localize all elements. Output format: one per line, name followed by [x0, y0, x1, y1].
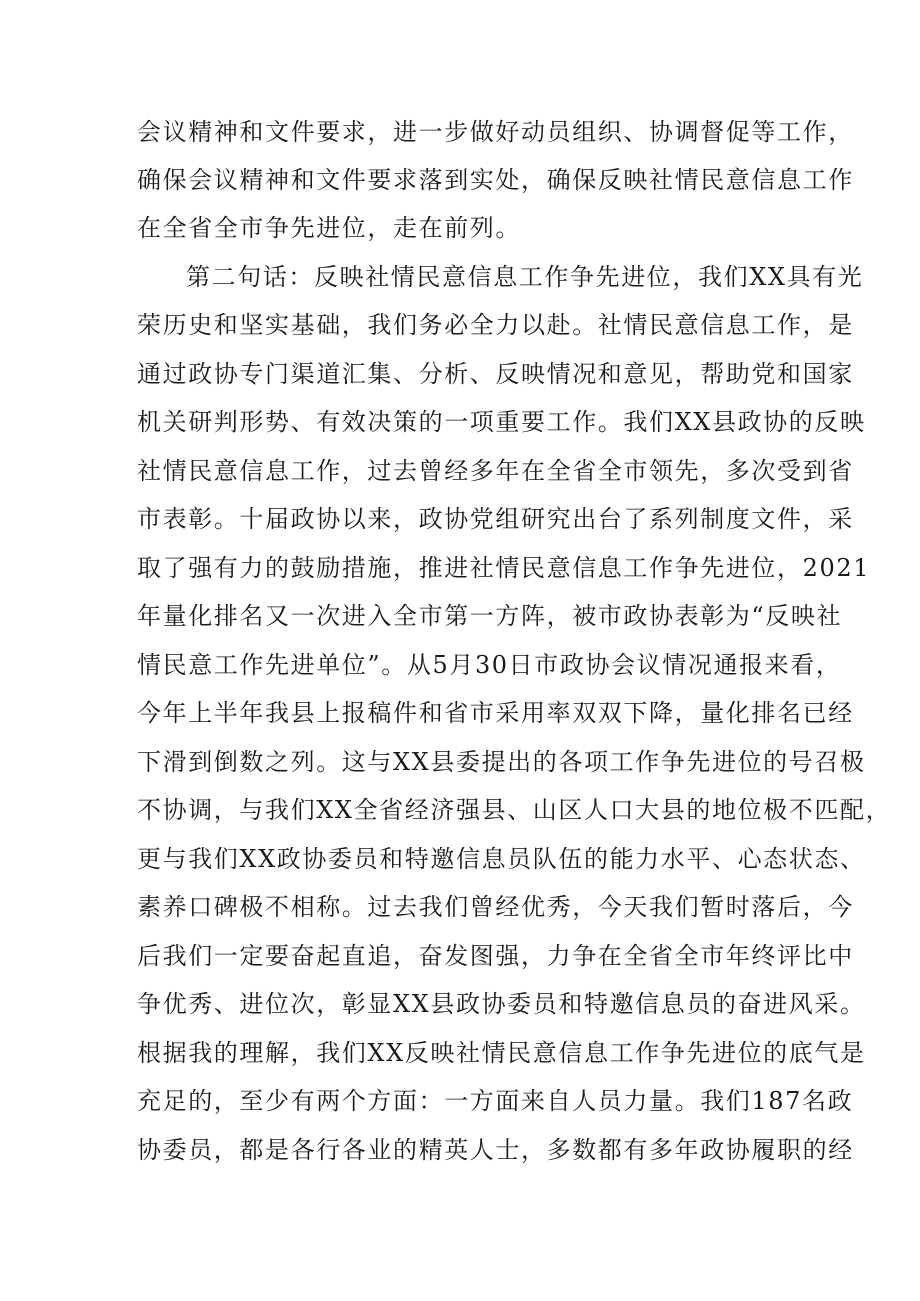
- text-line-14: 下滑到倒数之列。这与XX县委提出的各项工作争先进位的号召极: [137, 748, 866, 776]
- text-line-21: 充足的，至少有两个方面：一方面来自人员力量。我们187名政: [137, 1087, 854, 1115]
- text-line-1: 会议精神和文件要求，进一步做好动员组织、协调督促等工作，: [137, 118, 854, 146]
- text-line-22: 协委员，都是各行各业的精英人士，多数都有多年政协履职的经: [137, 1136, 854, 1164]
- text-line-15: 不协调，与我们XX全省经济强县、山区人口大县的地位极不匹配，: [137, 796, 892, 824]
- text-line-6: 通过政协专门渠道汇集、分析、反映情况和意见，帮助党和国家: [137, 360, 854, 388]
- text-line-17: 素养口碑极不相称。过去我们曾经优秀，今天我们暂时落后，今: [137, 893, 854, 921]
- text-line-20: 根据我的理解，我们XX反映社情民意信息工作争先进位的底气是: [137, 1039, 866, 1067]
- text-line-9: 市表彰。十届政协以来，政协党组研究出台了系列制度文件，采: [137, 505, 854, 533]
- text-line-3: 在全省全市争先进位，走在前列。: [137, 214, 521, 242]
- text-line-7: 机关研判形势、有效决策的一项重要工作。我们XX县政协的反映: [137, 408, 866, 436]
- text-line-18: 后我们一定要奋起直追，奋发图强，力争在全省全市年终评比中: [137, 942, 854, 970]
- text-line-12: 情民意工作先进单位”。从5月30日市政协会议情况通报来看，: [137, 651, 842, 679]
- text-line-16: 更与我们XX政协委员和特邀信息员队伍的能力水平、心态状态、: [137, 845, 866, 873]
- text-line-19: 争优秀、进位次，彰显XX县政协委员和特邀信息员的奋进风采。: [137, 990, 866, 1018]
- text-line-13: 今年上半年我县上报稿件和省市采用率双双下降，量化排名已经: [137, 699, 854, 727]
- text-line-10: 取了强有力的鼓励措施，推进社情民意信息工作争先进位，2021: [137, 554, 871, 582]
- text-line-4: 第二句话：反映社情民意信息工作争先进位，我们XX具有光: [186, 263, 864, 291]
- text-line-5: 荣历史和坚实基础，我们务必全力以赴。社情民意信息工作，是: [137, 311, 854, 339]
- text-line-2: 确保会议精神和文件要求落到实处，确保反映社情民意信息工作: [137, 166, 854, 194]
- text-line-8: 社情民意信息工作，过去曾经多年在全省全市领先，多次受到省: [137, 457, 854, 485]
- text-line-11: 年量化排名又一次进入全市第一方阵，被市政协表彰为“反映社: [137, 602, 843, 630]
